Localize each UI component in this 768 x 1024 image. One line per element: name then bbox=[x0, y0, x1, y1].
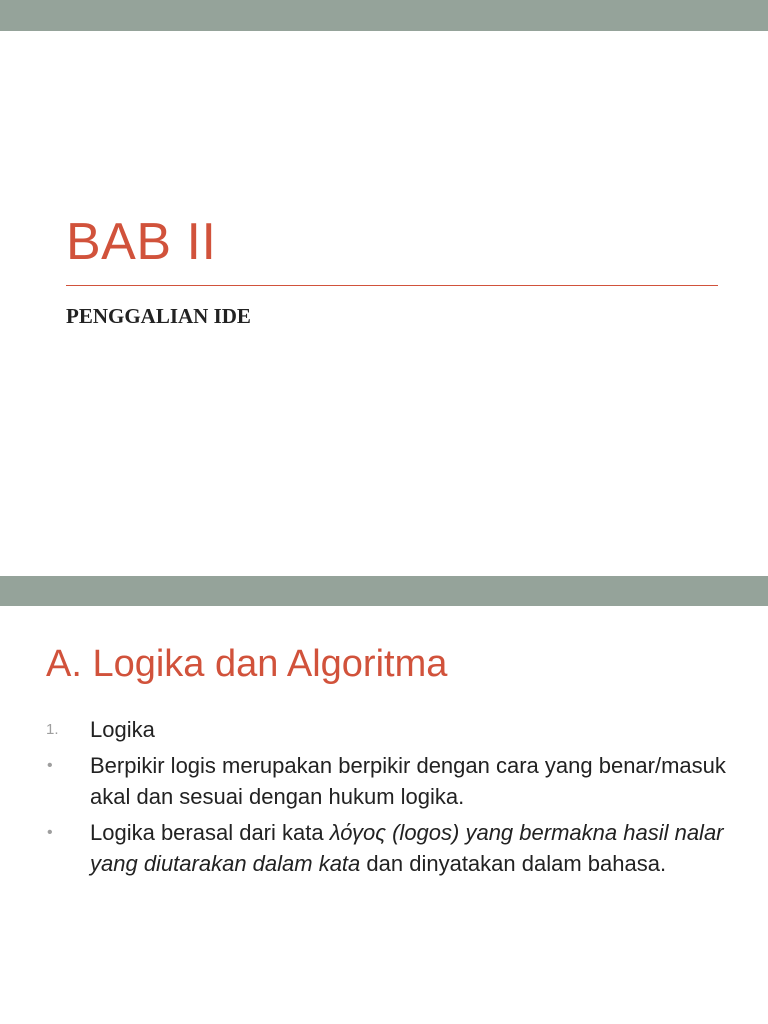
slide-title: BAB II bbox=[66, 213, 217, 271]
list-item bbox=[46, 750, 726, 812]
section-heading: A. Logika dan Algoritma bbox=[46, 643, 448, 685]
top-band bbox=[0, 0, 768, 31]
list-item bbox=[46, 714, 726, 745]
bullet-icon: • bbox=[47, 757, 53, 774]
title-divider bbox=[66, 285, 718, 286]
item-text-italic: λόγος (logos) yang bermakna hasil nalar yang diutarakan dalam kata bbox=[90, 820, 724, 876]
item-text: Berpikir logis merupakan berpikir dengan cara yang benar/masuk akal dan sesuai dengan hukum logika. bbox=[90, 753, 726, 809]
content-list bbox=[46, 714, 726, 884]
top-band bbox=[0, 576, 768, 606]
item-text-plain: Logika berasal dari kata bbox=[90, 820, 330, 845]
bullet-icon: • bbox=[47, 824, 53, 841]
item-text-plain: dan dinyatakan dalam bahasa. bbox=[360, 851, 667, 876]
slide-2 bbox=[0, 576, 768, 1024]
item-text: Logika bbox=[90, 717, 155, 742]
item-text bbox=[90, 820, 724, 876]
slide-subtitle: PENGGALIAN IDE bbox=[66, 304, 251, 328]
list-item bbox=[46, 817, 726, 879]
number-marker: 1. bbox=[46, 721, 59, 738]
